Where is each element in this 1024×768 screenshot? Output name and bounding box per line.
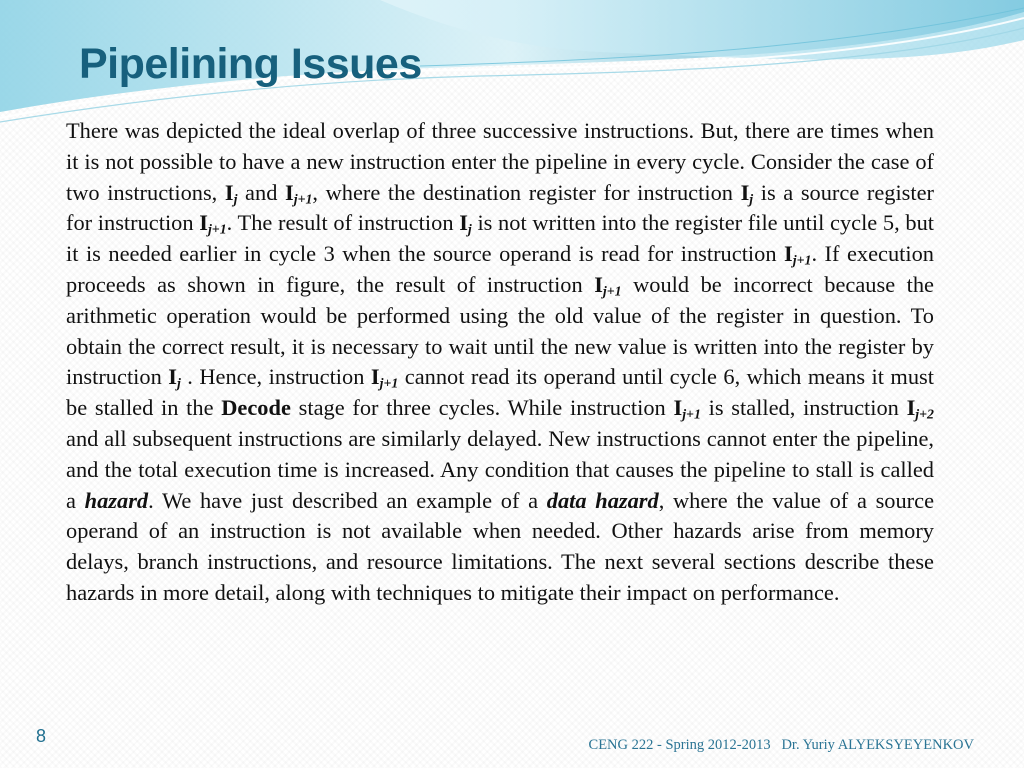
slide-number: 8 xyxy=(36,726,47,746)
body-paragraph: There was depicted the ideal overlap of three successive instructions. But, there are times when it is not possible to have a new instruction enter the pipeline in every cycle. Consider the case of two instructions, $I_j$ and $I_{j+1}$, where the destination register for instruction $I_j$ is a source register for instruction $I_{j+1}$. The result of instruction $I_j$ is not written into the register file until cycle 5, but it is needed earlier in cycle 3 when the source operand is read for instruction $I_{j+1}$. If execution proceeds as shown in figure, the result of instruction $I_{j+1}$ would be incorrect because the arithmetic operation would be performed using the old value of the register in question. To obtain the correct result, it is necessary to wait until the new value is written into the register by instruction $I_j$ . Hence, instruction $I_{j+1}$ cannot read its operand until cycle 6, which means it must be stalled in the Decode stage for three cycles. While instruction $I_{j+1}$ is stalled, instruction $I_{j+2}$ and all subsequent instructions are similarly delayed. New instructions cannot enter the pipeline, and the total execution time is increased. Any condition that causes the pipeline to stall is called a hazard. We have just described an example of a data hazard, where the value of a source operand of an instruction is not available when needed. Other hazards arise from memory delays, branch instructions, and resource limitations. The next several sections describe these hazards in more detail, along with techniques to mitigate their impact on performance. xyxy=(66,118,935,605)
instruction-ij1: $I_{j+1}$ xyxy=(370,364,399,392)
instruction-ij: $I_j$ xyxy=(740,179,754,208)
instruction-ij1: $I_{j+1}$ xyxy=(784,241,812,269)
hazard-term: hazard xyxy=(84,487,149,513)
instruction-ij1: $I_{j+1}$ xyxy=(285,179,313,208)
instruction-ij: $I_j$ xyxy=(459,210,472,238)
instruction-ij1: $I_{j+1}$ xyxy=(199,210,227,238)
slide-footer: CENG 222 - Spring 2012-2013 Dr. Yuriy ALYEKSYEYENKOV xyxy=(588,737,974,753)
instruction-ij1: $I_{j+1}$ xyxy=(673,395,701,423)
instruction-ij1: $I_{j+1}$ xyxy=(594,271,622,300)
instruction-ij2: $I_{j+2}$ xyxy=(906,395,934,423)
slide-title: Pipelining Issues xyxy=(79,40,422,88)
instruction-ij: $I_j$ xyxy=(168,364,181,392)
decode-term: Decode xyxy=(221,395,291,421)
instruction-ij: $I_j$ xyxy=(224,179,238,208)
data-hazard-term: data hazard xyxy=(546,487,659,513)
